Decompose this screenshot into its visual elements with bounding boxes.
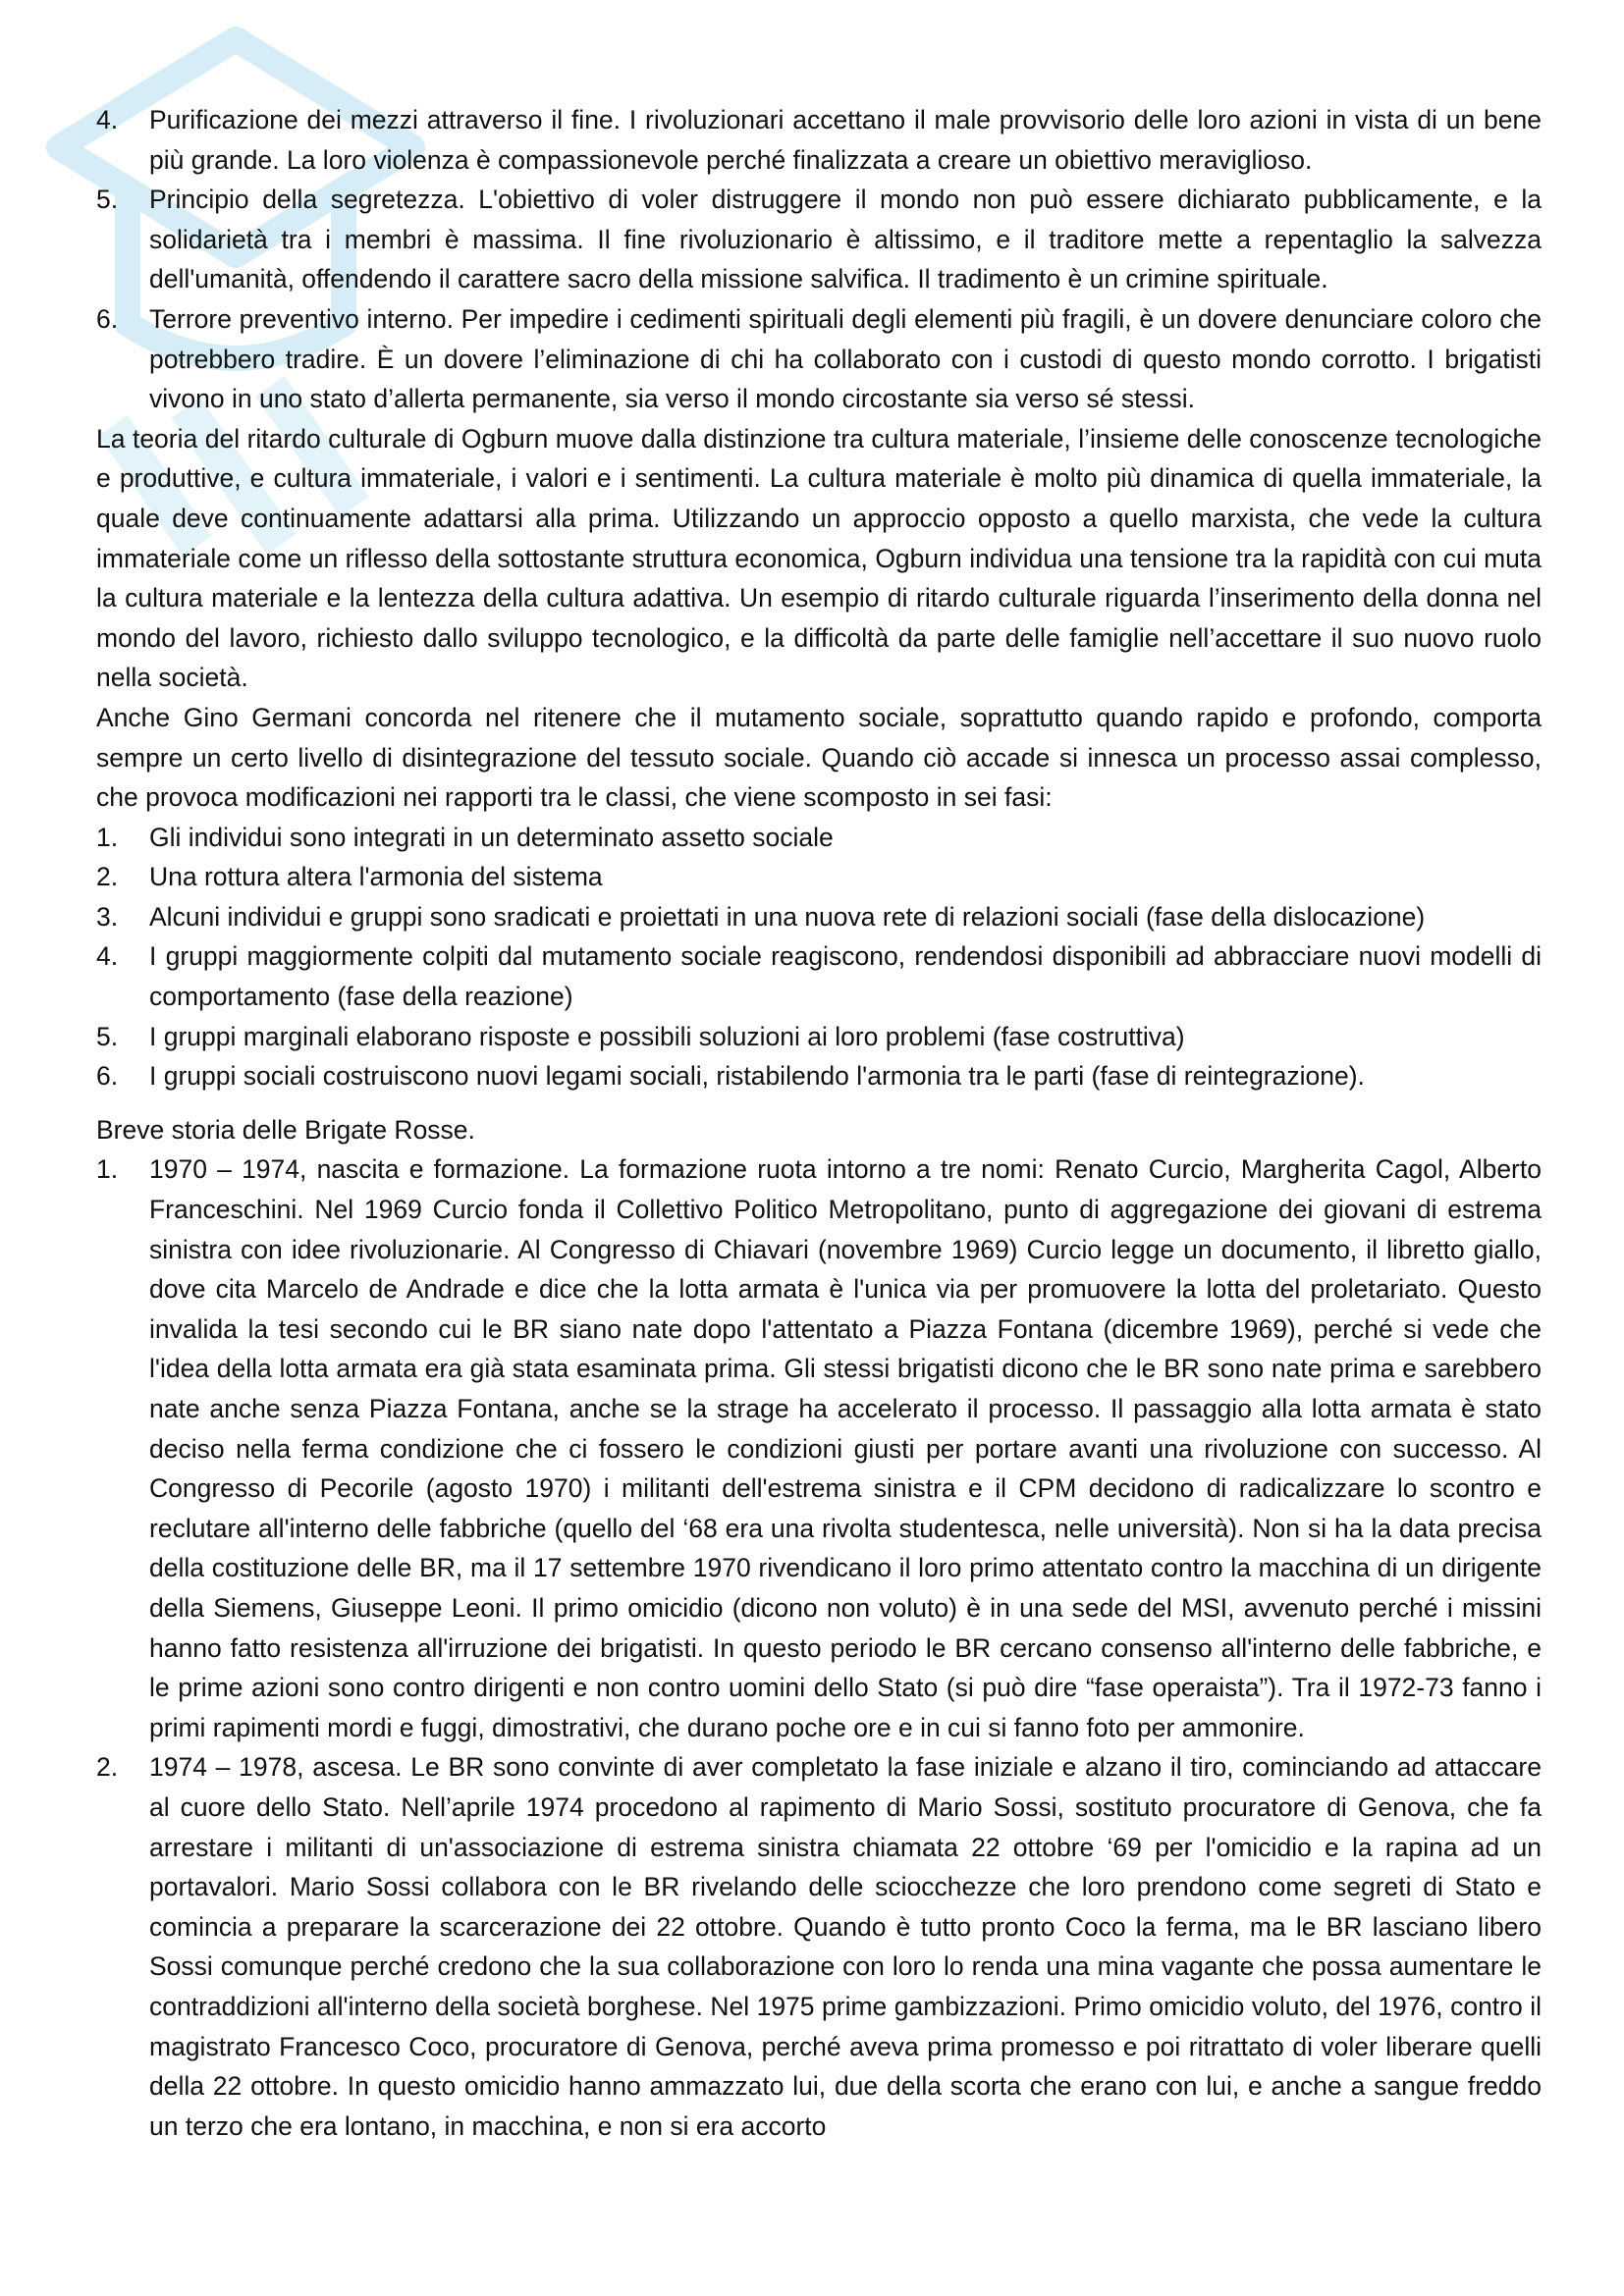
list-item bbox=[0, 100, 1624, 180]
list-text: Purificazione dei mezzi attraverso il fine. I rivoluzionari accettano il male provvisorio delle loro azioni in vista di un bene più grande. La loro violenza è compassionevole perché finalizzata a creare un obiettivo meraviglioso. bbox=[149, 105, 1542, 175]
list-text: Una rottura altera l'armonia del sistema bbox=[149, 862, 603, 892]
list-number: 4. bbox=[96, 105, 119, 134]
list-text: Gli individui sono integrati in un determinato assetto sociale bbox=[149, 822, 834, 852]
list-number: 2. bbox=[96, 1752, 119, 1783]
section-heading: Breve storia delle Brigate Rosse. bbox=[96, 1114, 475, 1145]
list-item bbox=[0, 1747, 1624, 2146]
list-item bbox=[0, 299, 1624, 419]
list-item bbox=[0, 818, 1624, 858]
list-text: I gruppi maggiormente colpiti dal mutamento sociale reagiscono, rendendosi disponibili ad abbracciare nuovi modelli di comportamento (fase della reazione) bbox=[149, 941, 1542, 1012]
list-text: I gruppi sociali costruiscono nuovi legami sociali, ristabilendo l'armonia tra le parti (fase di reintegrazione). bbox=[149, 1061, 1365, 1092]
list-item bbox=[0, 857, 1624, 897]
list-number: 1. bbox=[96, 822, 119, 852]
list-item bbox=[0, 1017, 1624, 1057]
list-number: 6. bbox=[96, 1061, 119, 1092]
list-text: Alcuni individui e gruppi sono sradicati e proiettati in una nuova rete di relazioni sociali (fase della dislocazione) bbox=[149, 901, 1426, 932]
list-item bbox=[0, 180, 1624, 299]
list-number: 3. bbox=[96, 901, 119, 932]
list-text: 1970 – 1974, nascita e formazione. La formazione ruota intorno a tre nomi: Renato Curcio, Margherita Cagol, Alberto Franceschini. Nel 1969 Curcio fonda il Collettivo Politico Metropolitano, punto di aggregazione dei giovani di estrema sinistra con idee rivoluzionarie. Al Congresso di Chiavari (novembre 1969) Curcio legge un documento, il libretto giallo, dove cita Marcelo de Andrade e dice che la lotta armata è l'unica via per promuovere la lotta del proletariato. Questo invalida la tesi secondo cui le BR siano nate dopo l'attentato a Piazza Fontana (dicembre 1969), perché si vede che l'idea della lotta armata era già stata esaminata prima. Gli stessi brigatisti dicono che le BR sono nate prima e sarebbero nate anche senza Piazza Fontana, anche se la strage ha accelerato il processo. Il passaggio alla lotta armata è stato deciso nella ferma condizione che ci fossero le condizioni giusti per portare avanti una rivoluzione con successo. Al Congresso di Pecorile (agosto 1970) i militanti dell'estrema sinistra e il CPM decidono di radicalizzare lo scontro e reclutare all'interno delle fabbriche (quello del ‘68 era una rivolta studentesca, nelle università). Non si ha la data precisa della costituzione delle BR, ma il 17 settembre 1970 rivendicano il loro primo attentato contro la macchina di un dirigente della Siemens, Giuseppe Leoni. Il primo omicidio (dicono non voluto) è in una sede del MSI, avvenuto perché i missini hanno fatto resistenza all'irruzione dei brigatisti. In questo periodo le BR cercano consenso all'interno delle fabbriche, e le prime azioni sono contro dirigenti e non contro uomini dello Stato (si può dire “fase operaista”). Tra il 1972-73 fanno i primi rapimenti mordi e fuggi, dimostrativi, che durano poche ore e in cui si fanno foto per ammonire. bbox=[149, 1154, 1542, 1742]
paragraph-germani: Anche Gino Germani concorda nel ritenere che il mutamento sociale, soprattutto quando rapido e profondo, comporta sempre un certo livello di disintegrazione del tessuto sociale. Quando ciò accade si innesca un processo assai complesso, che provoca modificazioni nei rapporti tra le classi, che viene scomposto in sei fasi: bbox=[96, 702, 1542, 813]
list-number: 6. bbox=[96, 303, 119, 334]
list-item bbox=[0, 1056, 1624, 1096]
list-number: 5. bbox=[96, 1021, 119, 1051]
list-number: 5. bbox=[96, 185, 119, 215]
list-text: Principio della segretezza. L'obiettivo di voler distruggere il mondo non può essere dichiarato pubblicamente, e la solidarietà tra i membri è massima. Il fine rivoluzionario è altissimo, e il traditore mette a repentaglio la salvezza dell'umanità, offendendo il carattere sacro della missione salvifica. Il tradimento è un crimine spirituale. bbox=[149, 185, 1542, 294]
list-item bbox=[0, 897, 1624, 937]
list-text: Terrore preventivo interno. Per impedire i cedimenti spirituali degli elementi più fragili, è un dovere denunciare coloro che potrebbero tradire. È un dovere l’eliminazione di chi ha collaborato con i custodi di questo mondo corrotto. I brigatisti vivono in uno stato d’allerta permanente, sia verso il mondo circostante sia verso sé stessi. bbox=[149, 303, 1542, 414]
list-number: 4. bbox=[96, 941, 119, 972]
list-text: 1974 – 1978, ascesa. Le BR sono convinte di aver completato la fase iniziale e alzano il tiro, cominciando ad attaccare al cuore dello Stato. Nell’aprile 1974 procedono al rapimento di Mario Sossi, sostituto procuratore di Genova, che fa arrestare i militanti di un'associazione di estrema sinistra chiamata 22 ottobre ‘69 per l'omicidio e la rapina ad un portavalori. Mario Sossi collabora con le BR rivelando delle sciocchezze che loro prendono come segreti di Stato e comincia a preparare la scarcerazione dei 22 ottobre. Quando è tutto pronto Coco la ferma, ma le BR lasciano libero Sossi comunque perché credono che la sua collaborazione con loro lo renda una mina vagante che possa aumentare le contraddizioni all'interno della società borghese. Nel 1975 prime gambizzazioni. Primo omicidio voluto, del 1976, contro il magistrato Francesco Coco, procuratore di Genova, perché aveva prima promesso e poi ritrattato di voler liberare quelli della 22 ottobre. In questo omicidio hanno ammazzato lui, due della scorta che erano con lui, e anche a sangue freddo un terzo che era lontano, in macchina, e non si era accorto bbox=[149, 1752, 1542, 2141]
list-number: 1. bbox=[96, 1154, 119, 1185]
list-number: 2. bbox=[96, 862, 119, 892]
list-item bbox=[0, 1149, 1624, 1747]
paragraph-ogburn: La teoria del ritardo culturale di Ogburn muove dalla distinzione tra cultura materiale, l’insieme delle conoscenze tecnologiche e produttive, e cultura immateriale, i valori e i sentimenti. La cultura materiale è molto più dinamica di quella immateriale, la quale deve continuamente adattarsi alla prima. Utilizzando un approccio opposto a quello marxista, che vede la cultura immateriale come un riflesso della sottostante struttura economica, Ogburn individua una tensione tra la rapidità con cui muta la cultura materiale e la lentezza della cultura adattiva. Un esempio di ritardo culturale riguarda l’inserimento della donna nel mondo del lavoro, richiesto dallo sviluppo tecnologico, e la difficoltà da parte delle famiglie nell’accettare il suo nuovo ruolo nella società. bbox=[96, 423, 1542, 693]
list-item bbox=[0, 936, 1624, 1016]
list-text: I gruppi marginali elaborano risposte e possibili soluzioni ai loro problemi (fase costruttiva) bbox=[149, 1021, 1185, 1051]
